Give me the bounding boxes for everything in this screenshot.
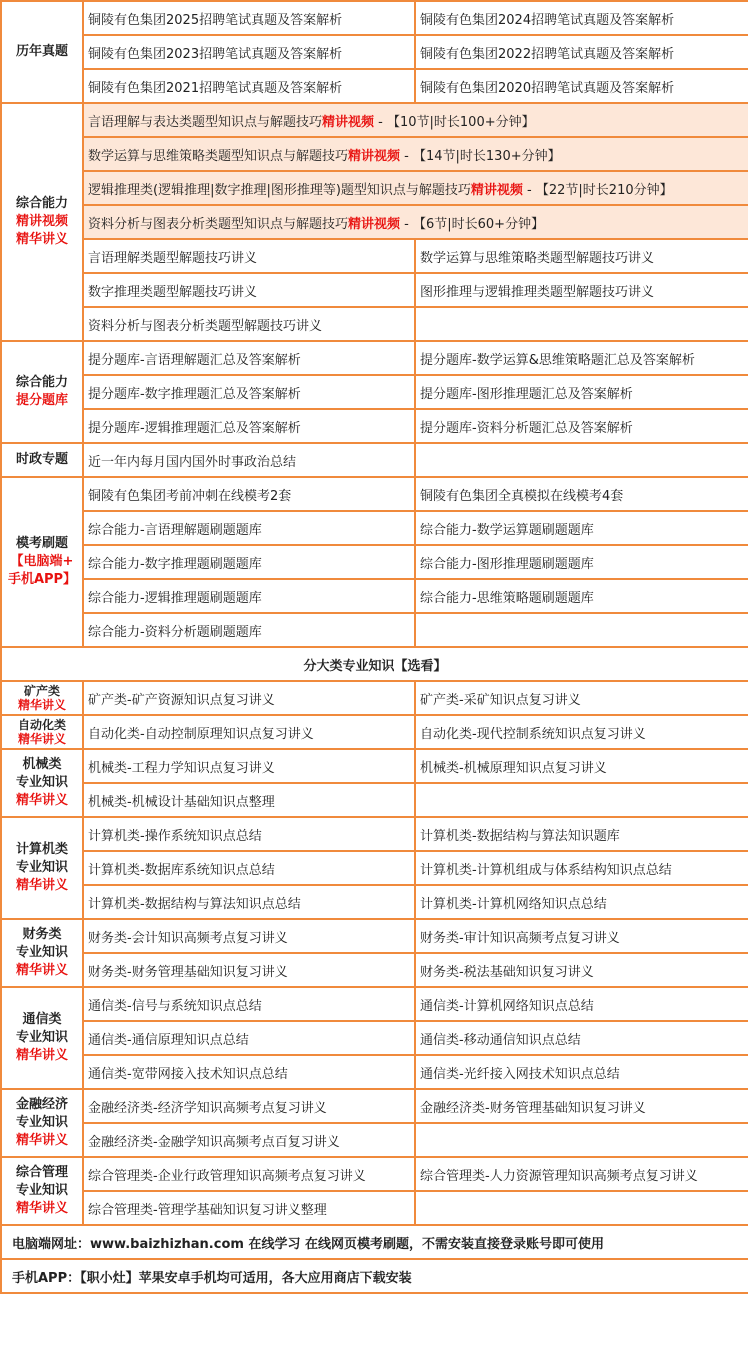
- category-major: [1, 919, 83, 987]
- category-politics: [1, 443, 83, 477]
- table-row: [1, 1157, 748, 1191]
- category-major-line: 专业知识: [15, 775, 68, 790]
- resource-item[interactable]: [83, 1123, 415, 1157]
- resource-link[interactable]: 自动化类-现代控制系统知识点复习讲义: [420, 726, 646, 742]
- video-tag: 精讲视频: [348, 148, 401, 164]
- resource-link[interactable]: 提分题库-资料分析题汇总及答案解析: [420, 420, 633, 436]
- resource-link[interactable]: 财务类-审计知识高频考点复习讲义: [420, 930, 620, 946]
- resource-link[interactable]: 提分题库-图形推理题汇总及答案解析: [420, 386, 633, 402]
- resource-link[interactable]: 数字推理类题型解题技巧讲义: [88, 284, 258, 300]
- resource-item[interactable]: [415, 69, 748, 103]
- video-course-item[interactable]: [83, 171, 748, 205]
- category-ability-line: 精讲视频: [15, 214, 68, 229]
- category-politics-line: 时政专题: [15, 452, 68, 467]
- category-major-line: 矿产类: [23, 684, 60, 698]
- resource-link[interactable]: 计算机类-数据库系统知识点总结: [88, 862, 275, 878]
- resource-item[interactable]: [415, 1157, 748, 1191]
- resource-link[interactable]: 金融经济类-经济学知识高频考点复习讲义: [88, 1100, 327, 1116]
- resource-link[interactable]: 铜陵有色集团2023招聘笔试真题及答案解析: [88, 46, 343, 62]
- resource-item[interactable]: [415, 953, 748, 987]
- table-row: [1, 341, 748, 375]
- table-row: [1, 477, 748, 511]
- category-major-line: 计算机类: [15, 842, 68, 857]
- table-row: [1, 375, 748, 409]
- category-major-line: 金融经济: [15, 1097, 68, 1112]
- resource-item[interactable]: [83, 1191, 415, 1225]
- resource-item[interactable]: [83, 613, 415, 647]
- category-major-line: 机械类: [22, 757, 62, 772]
- video-course-title[interactable]: 逻辑推理类(逻辑推理|数字推理|图形推理等)题型知识点与解题技巧: [88, 182, 471, 198]
- resource-item[interactable]: [83, 409, 415, 443]
- video-course-meta: - 【10节|时长100+分钟】: [374, 114, 535, 130]
- resource-item[interactable]: [83, 1021, 415, 1055]
- table-row: [1, 1225, 748, 1259]
- table-row: [1, 613, 748, 647]
- table-row: [1, 307, 748, 341]
- resource-item[interactable]: [83, 987, 415, 1021]
- table-row: [1, 171, 748, 205]
- resource-item[interactable]: [83, 579, 415, 613]
- empty-cell: [415, 307, 748, 341]
- video-course-title[interactable]: 资料分析与图表分析类题型知识点与解题技巧: [88, 216, 349, 232]
- resource-link[interactable]: 计算机类-计算机组成与体系结构知识点总结: [420, 862, 672, 878]
- category-major-line: 精华讲义: [15, 1201, 68, 1216]
- table-row: [1, 511, 748, 545]
- resource-link[interactable]: 矿产类-采矿知识点复习讲义: [420, 692, 581, 708]
- resource-item[interactable]: [83, 69, 415, 103]
- resource-link[interactable]: 铜陵有色集团2022招聘笔试真题及答案解析: [420, 46, 675, 62]
- table-row: [1, 205, 748, 239]
- resource-item[interactable]: [83, 35, 415, 69]
- category-major-line: 精华讲义: [15, 1133, 68, 1148]
- resource-link[interactable]: 计算机类-操作系统知识点总结: [88, 828, 262, 844]
- resource-item[interactable]: [83, 511, 415, 545]
- table-row: [1, 1089, 748, 1123]
- resource-link[interactable]: 提分题库-数学运算&思维策略题汇总及答案解析: [420, 352, 695, 368]
- table-row: [1, 1123, 748, 1157]
- resource-link[interactable]: 铜陵有色集团2025招聘笔试真题及答案解析: [88, 12, 343, 28]
- resource-item[interactable]: [415, 341, 748, 375]
- resource-link[interactable]: 通信类-光纤接入网技术知识点总结: [420, 1066, 620, 1082]
- table-row: [1, 987, 748, 1021]
- resource-link[interactable]: 铜陵有色集团考前冲刺在线模考2套: [88, 488, 292, 504]
- resource-link[interactable]: 综合能力-逻辑推理题刷题题库: [88, 590, 262, 606]
- table-row: [1, 409, 748, 443]
- table-row: [1, 103, 748, 137]
- category-major: [1, 715, 83, 749]
- resource-item[interactable]: [83, 307, 415, 341]
- resource-link[interactable]: 综合能力-言语理解题刷题题库: [88, 522, 262, 538]
- resource-link[interactable]: 通信类-移动通信知识点总结: [420, 1032, 581, 1048]
- resource-link[interactable]: 机械类-机械原理知识点复习讲义: [420, 760, 607, 776]
- video-course-item[interactable]: [83, 137, 748, 171]
- video-tag: 精讲视频: [348, 216, 401, 232]
- category-ability-line: 精华讲义: [15, 232, 68, 247]
- resource-item[interactable]: [83, 443, 415, 477]
- table-row: [1, 239, 748, 273]
- resource-link[interactable]: 通信类-宽带网接入技术知识点总结: [88, 1066, 288, 1082]
- resource-item[interactable]: [415, 273, 748, 307]
- category-major-line: 专业知识: [15, 860, 68, 875]
- table-row: [1, 681, 748, 715]
- resource-item[interactable]: [415, 681, 748, 715]
- category-ability-line: 综合能力: [15, 196, 68, 211]
- resource-link[interactable]: 铜陵有色集团全真模拟在线模考4套: [420, 488, 624, 504]
- resource-link[interactable]: 铜陵有色集团2024招聘笔试真题及答案解析: [420, 12, 675, 28]
- resource-link[interactable]: 计算机类-数据结构与算法知识点总结: [88, 896, 301, 912]
- resource-link[interactable]: 金融经济类-金融学知识高频考点百复习讲义: [88, 1134, 340, 1150]
- video-course-meta: - 【14节|时长130+分钟】: [400, 148, 561, 164]
- resource-link[interactable]: 综合管理类-企业行政管理知识高频考点复习讲义: [88, 1168, 366, 1184]
- category-ability: [1, 103, 83, 341]
- table-row: [1, 35, 748, 69]
- category-major: [1, 1089, 83, 1157]
- resource-item[interactable]: [415, 851, 748, 885]
- resource-item[interactable]: [83, 341, 415, 375]
- resource-link[interactable]: 计算机类-计算机网络知识点总结: [420, 896, 607, 912]
- resource-item[interactable]: [83, 239, 415, 273]
- category-major: [1, 749, 83, 817]
- resource-link[interactable]: 财务类-会计知识高频考点复习讲义: [88, 930, 288, 946]
- resource-link[interactable]: 近一年内每月国内国外时事政治总结: [88, 454, 297, 470]
- table-row: [1, 1191, 748, 1225]
- table-row: [1, 1, 748, 35]
- section-title: 分大类专业知识【选看】: [1, 647, 748, 681]
- resource-link[interactable]: 矿产类-矿产资源知识点复习讲义: [88, 692, 275, 708]
- resource-link[interactable]: 机械类-机械设计基础知识点整理: [88, 794, 275, 810]
- resource-item[interactable]: [415, 1, 748, 35]
- resource-item[interactable]: [83, 919, 415, 953]
- table-row: [1, 1259, 748, 1293]
- table-row: [1, 579, 748, 613]
- resource-item[interactable]: [415, 545, 748, 579]
- video-course-meta: - 【22节|时长210分钟】: [522, 182, 673, 198]
- category-major-line: 通信类: [22, 1012, 62, 1027]
- empty-cell: [415, 613, 748, 647]
- resource-link[interactable]: 综合管理类-人力资源管理知识高频考点复习讲义: [420, 1168, 698, 1184]
- resource-link[interactable]: 综合能力-数字推理题刷题题库: [88, 556, 262, 572]
- resource-link[interactable]: 通信类-计算机网络知识点总结: [420, 998, 594, 1014]
- resource-item[interactable]: [415, 35, 748, 69]
- resource-item[interactable]: [83, 749, 415, 783]
- category-major: [1, 1157, 83, 1225]
- category-major-line: 自动化类: [17, 718, 66, 732]
- resource-item[interactable]: [415, 715, 748, 749]
- table-row: [1, 137, 748, 171]
- empty-cell: [415, 1191, 748, 1225]
- resource-item[interactable]: [415, 477, 748, 511]
- category-major-line: 精华讲义: [15, 1048, 68, 1063]
- video-course-item[interactable]: [83, 103, 748, 137]
- category-major-line: 专业知识: [15, 1115, 68, 1130]
- category-major: [1, 817, 83, 919]
- resource-link[interactable]: 资料分析与图表分析类题型解题技巧讲义: [88, 318, 323, 334]
- table-row: [1, 817, 748, 851]
- category-major-line: 精华讲义: [15, 793, 68, 808]
- table-row: [1, 919, 748, 953]
- category-major-line: 财务类: [22, 927, 62, 942]
- resource-item[interactable]: [83, 783, 415, 817]
- resource-item[interactable]: [83, 545, 415, 579]
- empty-cell: [415, 443, 748, 477]
- video-tag: 精讲视频: [322, 114, 375, 130]
- resource-link[interactable]: 综合能力-资料分析题刷题题库: [88, 624, 262, 640]
- category-major: [1, 987, 83, 1089]
- video-course-title[interactable]: 言语理解与表达类题型知识点与解题技巧: [88, 114, 323, 130]
- table-row: [1, 783, 748, 817]
- table-row: [1, 885, 748, 919]
- category-major-line: 精华讲义: [15, 878, 68, 893]
- footer-web: 电脑端网址：www.baizhizhan.com 在线学习 在线网页模考刷题，不需安装直接登录账号即可使用: [1, 1225, 748, 1259]
- resource-link[interactable]: 财务类-税法基础知识复习讲义: [420, 964, 594, 980]
- category-mock-line: 模考刷题: [15, 536, 68, 551]
- resource-item[interactable]: [415, 1055, 748, 1089]
- resource-item[interactable]: [415, 375, 748, 409]
- resource-link[interactable]: 铜陵有色集团2021招聘笔试真题及答案解析: [88, 80, 343, 96]
- table-row: [1, 1021, 748, 1055]
- category-mock-line: 【电脑端+: [10, 554, 74, 569]
- resource-item[interactable]: [83, 273, 415, 307]
- resource-link[interactable]: 提分题库-言语理解题汇总及答案解析: [88, 352, 301, 368]
- resource-link[interactable]: 提分题库-逻辑推理题汇总及答案解析: [88, 420, 301, 436]
- table-row: [1, 273, 748, 307]
- resource-item[interactable]: [415, 579, 748, 613]
- video-tag: 精讲视频: [470, 182, 523, 198]
- resource-item[interactable]: [83, 375, 415, 409]
- category-major-line: 精华讲义: [17, 698, 66, 712]
- section-row: [1, 647, 748, 681]
- resource-item[interactable]: [83, 817, 415, 851]
- category-bank-line: 综合能力: [15, 375, 68, 390]
- table-row: [1, 715, 748, 749]
- table-row: [1, 851, 748, 885]
- resource-link[interactable]: 综合能力-思维策略题刷题题库: [420, 590, 594, 606]
- resource-link[interactable]: 通信类-信号与系统知识点总结: [88, 998, 262, 1014]
- table-row: [1, 69, 748, 103]
- resource-item[interactable]: [83, 715, 415, 749]
- resource-link[interactable]: 提分题库-数字推理题汇总及答案解析: [88, 386, 301, 402]
- resource-item[interactable]: [83, 1157, 415, 1191]
- resource-item[interactable]: [415, 987, 748, 1021]
- category-bank: [1, 341, 83, 443]
- resource-item[interactable]: [83, 851, 415, 885]
- resource-item[interactable]: [83, 885, 415, 919]
- resource-item[interactable]: [415, 817, 748, 851]
- empty-cell: [415, 783, 748, 817]
- table-row: [1, 443, 748, 477]
- resource-link[interactable]: 言语理解类题型解题技巧讲义: [88, 250, 258, 266]
- category-bank-line: 提分题库: [15, 393, 68, 408]
- resource-link[interactable]: 通信类-通信原理知识点总结: [88, 1032, 249, 1048]
- resource-item[interactable]: [415, 749, 748, 783]
- resource-item[interactable]: [415, 409, 748, 443]
- resource-link[interactable]: 综合能力-图形推理题刷题题库: [420, 556, 594, 572]
- footer-app: 手机APP：【职小灶】苹果安卓手机均可适用，各大应用商店下载安装: [1, 1259, 748, 1293]
- category-mock-line: 手机APP】: [7, 572, 77, 587]
- table-row: [1, 953, 748, 987]
- category-major-line: 专业知识: [15, 1183, 68, 1198]
- resource-item[interactable]: [415, 1089, 748, 1123]
- resource-item[interactable]: [415, 511, 748, 545]
- resource-item[interactable]: [83, 1055, 415, 1089]
- category-major-line: 专业知识: [15, 945, 68, 960]
- resource-item[interactable]: [83, 1, 415, 35]
- table-row: [1, 545, 748, 579]
- category-major-line: 精华讲义: [17, 732, 66, 746]
- resource-item[interactable]: [415, 239, 748, 273]
- category-major: [1, 681, 83, 715]
- resource-item[interactable]: [415, 885, 748, 919]
- resource-link[interactable]: 综合管理类-管理学基础知识复习讲义整理: [88, 1202, 327, 1218]
- resource-item[interactable]: [83, 1089, 415, 1123]
- video-course-item[interactable]: [83, 205, 748, 239]
- resource-link[interactable]: 财务类-财务管理基础知识复习讲义: [88, 964, 288, 980]
- resource-link[interactable]: 金融经济类-财务管理基础知识复习讲义: [420, 1100, 646, 1116]
- resource-link[interactable]: 计算机类-数据结构与算法知识题库: [420, 828, 620, 844]
- resource-item[interactable]: [415, 919, 748, 953]
- resource-item[interactable]: [83, 477, 415, 511]
- resource-link[interactable]: 铜陵有色集团2020招聘笔试真题及答案解析: [420, 80, 675, 96]
- video-course-meta: - 【6节|时长60+分钟】: [400, 216, 545, 232]
- resource-link[interactable]: 综合能力-数学运算题刷题题库: [420, 522, 594, 538]
- resource-link[interactable]: 机械类-工程力学知识点复习讲义: [88, 760, 275, 776]
- resource-item[interactable]: [83, 953, 415, 987]
- table-row: [1, 1055, 748, 1089]
- category-history: [1, 1, 83, 103]
- category-history-line: 历年真题: [15, 44, 68, 59]
- resource-link[interactable]: 自动化类-自动控制原理知识点复习讲义: [88, 726, 314, 742]
- table-row: [1, 749, 748, 783]
- category-major-line: 综合管理: [15, 1165, 68, 1180]
- resource-item[interactable]: [83, 681, 415, 715]
- resource-link[interactable]: 图形推理与逻辑推理类题型解题技巧讲义: [420, 284, 655, 300]
- empty-cell: [415, 1123, 748, 1157]
- category-major-line: 专业知识: [15, 1030, 68, 1045]
- category-major-line: 精华讲义: [15, 963, 68, 978]
- resource-item[interactable]: [415, 1021, 748, 1055]
- resource-link[interactable]: 数学运算与思维策略类题型解题技巧讲义: [420, 250, 655, 266]
- category-mock: [1, 477, 83, 647]
- video-course-title[interactable]: 数学运算与思维策略类题型知识点与解题技巧: [88, 148, 349, 164]
